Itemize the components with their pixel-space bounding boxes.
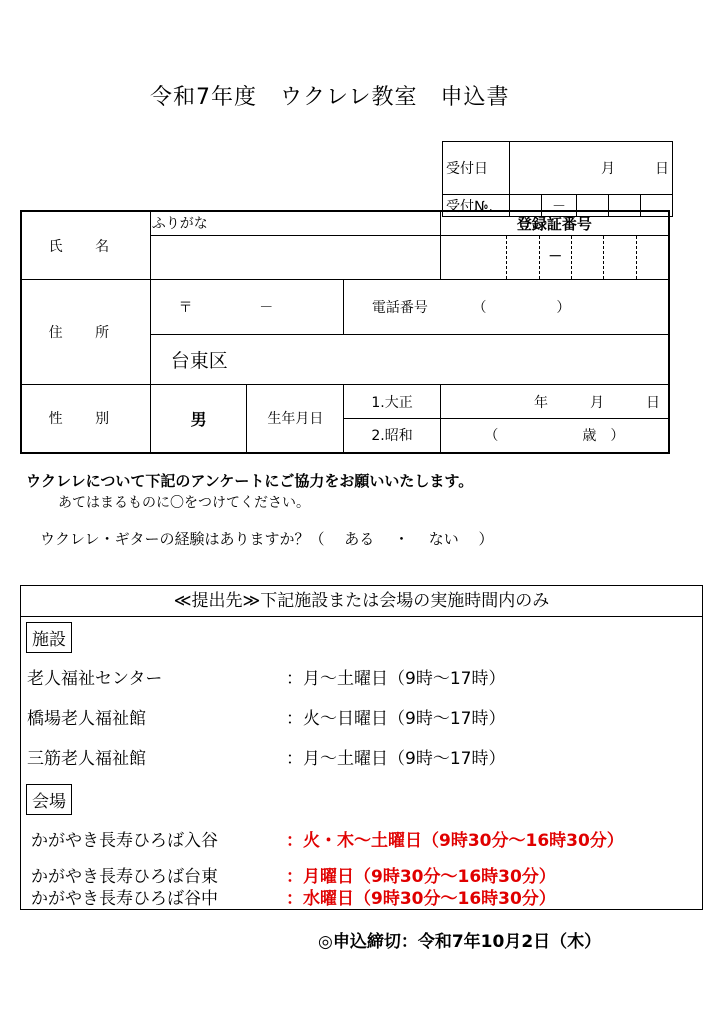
receipt-number-label: 受付№. [443, 195, 510, 217]
venue-hours: ：水曜日（9時30分～16時30分） [286, 889, 556, 909]
receipt-month: 月 [600, 161, 615, 177]
name-input[interactable] [150, 236, 440, 280]
phone-paren: （ ） [472, 300, 571, 316]
venue-hours: ：月曜日（9時30分～16時30分） [286, 867, 556, 887]
gender-label: 性 別 [21, 385, 150, 453]
venue-name: かがやき長寿ひろば谷中 [31, 889, 218, 909]
submission-box [20, 585, 703, 910]
postal-mark: 〒 [178, 300, 193, 316]
registration-label: 登録証番号 [440, 211, 669, 236]
venue-name: かがやき長寿ひろば入谷 [31, 831, 218, 851]
registration-number-field[interactable] [440, 236, 669, 280]
birth-label: 生年月日 [247, 385, 344, 453]
venue-hours: ：火・木～土曜日（9時30分～16時30分） [286, 831, 624, 851]
name-label: 氏 名 [21, 211, 150, 280]
ward-name: 台東区 [170, 350, 228, 372]
survey-instruction: あてはまるものに〇をつけてください。 [58, 495, 310, 511]
age-field[interactable]: （ 歳 ） [440, 419, 669, 453]
address-input[interactable] [150, 335, 669, 385]
gender-value[interactable]: 男 [150, 385, 247, 453]
facility-hours: ：月～土曜日（9時～17時） [286, 669, 506, 689]
furigana-label: ふりがな [150, 211, 440, 236]
facility-name: 老人福祉センター [27, 669, 163, 689]
facility-hours: ：月～土曜日（9時～17時） [286, 749, 506, 769]
receipt-day: 日 [655, 161, 669, 177]
application-form [20, 210, 670, 454]
facility-hours: ：火～日曜日（9時～17時） [286, 709, 506, 729]
survey-question[interactable]: ウクレレ・ギターの経験はありますか？（ ある ・ ない ） [40, 530, 494, 548]
registration-dash: － [540, 236, 572, 279]
facility-name: 三筋老人福祉館 [27, 749, 146, 769]
address-label: 住 所 [21, 280, 150, 385]
postal-code-field[interactable] [150, 280, 343, 335]
birth-date-field[interactable]: 年 月 日 [440, 385, 669, 419]
era-taisho[interactable]: 1.大正 [344, 385, 441, 419]
era-showa[interactable]: 2.昭和 [344, 419, 441, 453]
venue-name: かがやき長寿ひろば台東 [31, 867, 218, 887]
receipt-box [442, 141, 673, 217]
facility-tag: 施設 [26, 622, 72, 653]
postal-dash: － [259, 300, 274, 316]
page-title: 令和7年度 ウクレレ教室 申込書 [150, 85, 510, 110]
submission-heading: ≪提出先≫下記施設または会場の実施時間内のみ [21, 586, 702, 617]
deadline: ◎申込締切：令和7年10月2日（木） [318, 932, 602, 952]
receipt-date-label: 受付日 [443, 142, 510, 195]
facility-name: 橋場老人福祉館 [27, 709, 146, 729]
receipt-dash: － [542, 195, 577, 217]
venue-tag: 会場 [26, 784, 72, 815]
phone-label: 電話番号 [371, 300, 428, 316]
receipt-date-field[interactable] [510, 142, 673, 195]
survey-intro: ウクレレについて下記のアンケートにご協力をお願いいたします。 [26, 472, 474, 490]
phone-field[interactable] [344, 280, 669, 335]
